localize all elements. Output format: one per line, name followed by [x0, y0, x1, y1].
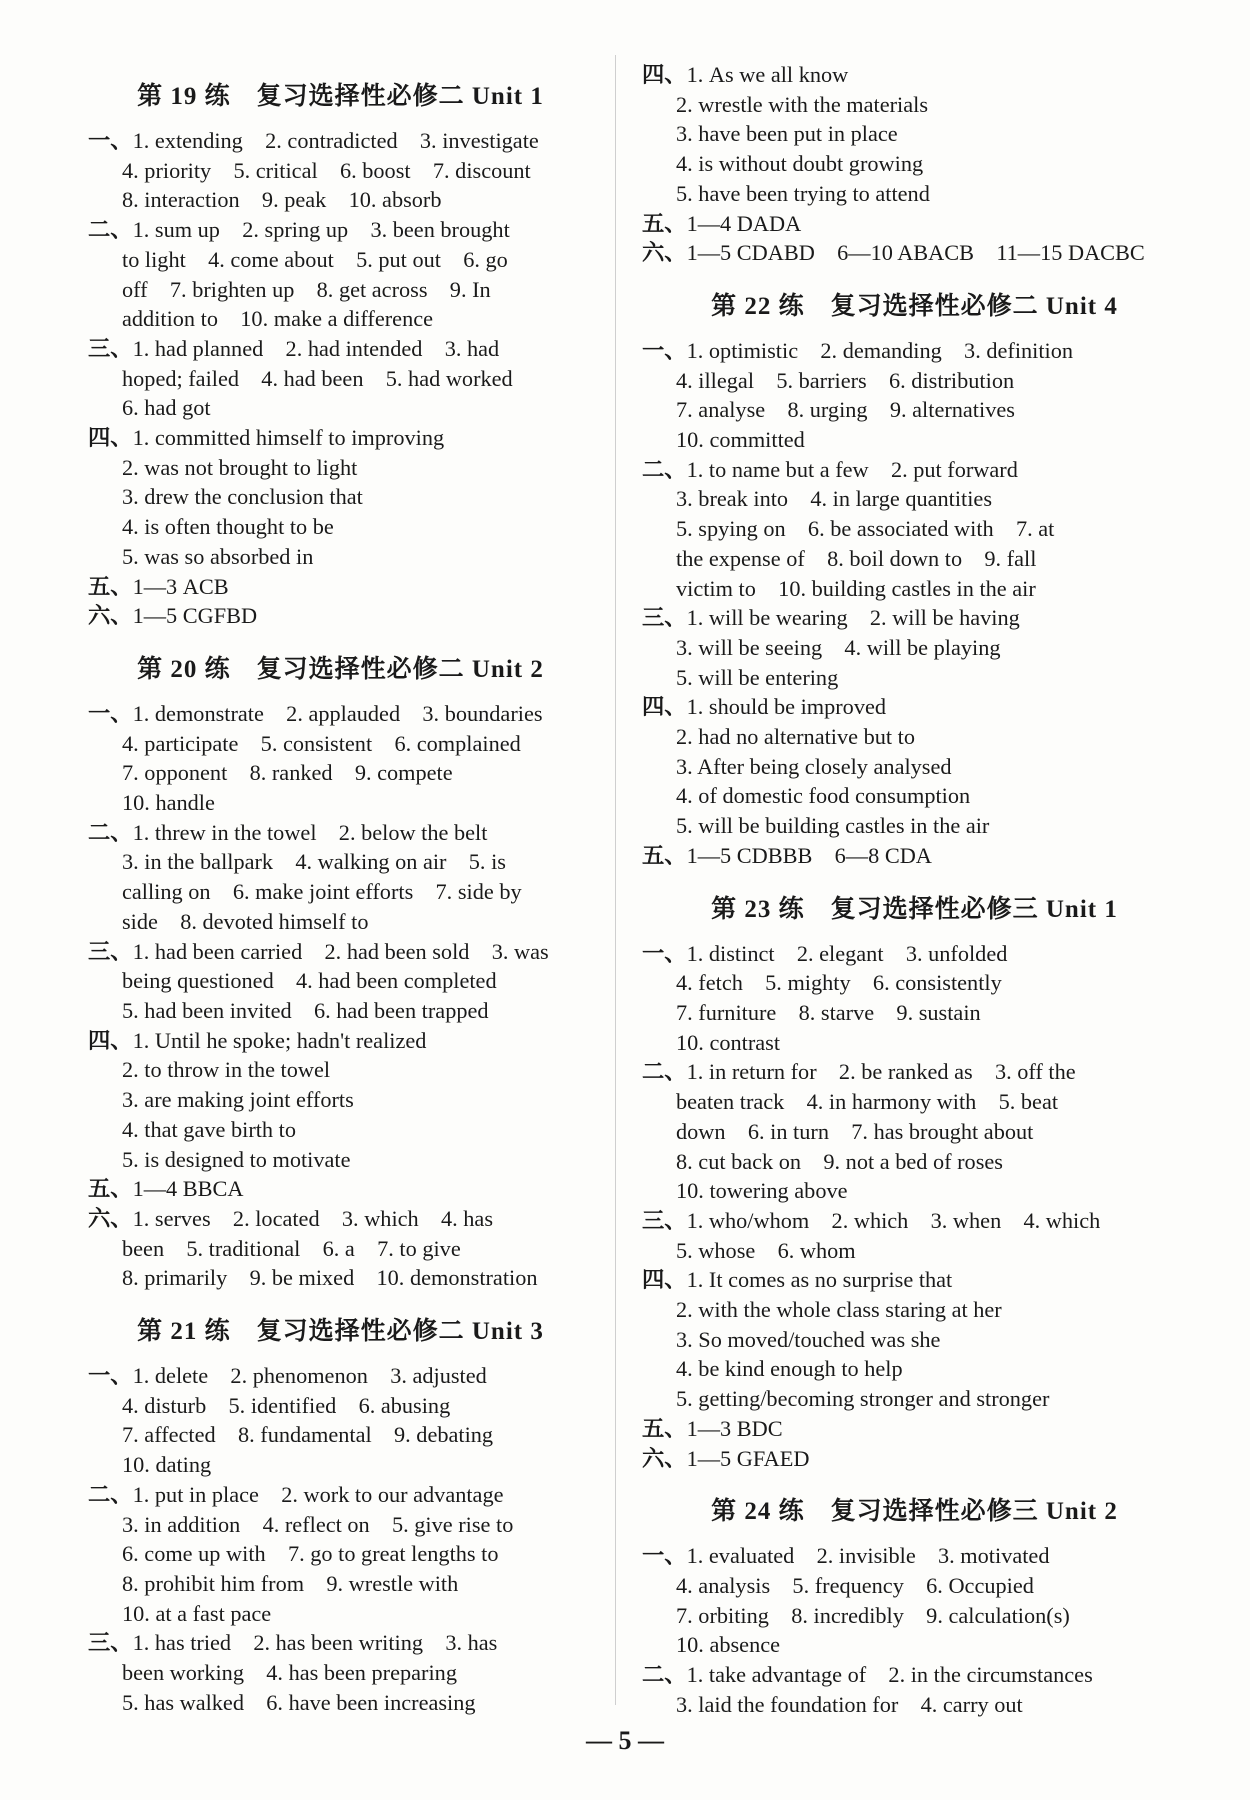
answer-line — [88, 542, 593, 572]
part-label: 三、 — [642, 1207, 687, 1233]
answer-text: 1. demonstrate 2. applauded 3. boundaries — [132, 700, 543, 726]
part-label: 五、 — [642, 842, 687, 868]
answer-text: 2. wrestle with the materials — [676, 91, 929, 117]
answer-text: 7. affected 8. fundamental 9. debating — [122, 1422, 494, 1448]
answer-text: 3. So moved/touched was she — [676, 1326, 941, 1352]
answer-text: 3. laid the foundation for 4. carry out — [676, 1691, 1023, 1717]
answer-line — [642, 1295, 1187, 1325]
answer-line — [88, 393, 593, 423]
answer-text: 1. put in place 2. work to our advantage — [132, 1481, 504, 1507]
answer-text: 4. disturb 5. identified 6. abusing — [122, 1392, 451, 1418]
answer-text: 10. contrast — [676, 1029, 781, 1055]
answer-text: 4. participate 5. consistent 6. complained — [122, 730, 521, 756]
answer-line — [642, 1660, 1187, 1690]
answer-line — [88, 1658, 593, 1688]
answer-line — [88, 877, 593, 907]
part-label: 一、 — [642, 337, 687, 363]
part-label: 一、 — [88, 700, 133, 726]
answer-line — [88, 453, 593, 483]
exercise-heading: 第 19 练 复习选择性必修二 Unit 1 — [137, 83, 544, 110]
answer-text: 1. distinct 2. elegant 3. unfolded — [686, 940, 1008, 966]
answer-text: 2. with the whole class staring at her — [676, 1297, 1002, 1323]
answer-text: 1. Until he spoke; hadn't realized — [132, 1027, 427, 1053]
answer-text: 8. primarily 9. be mixed 10. demonstration — [122, 1265, 538, 1291]
page-number: — 5 — — [586, 1726, 664, 1755]
answer-text: 5. has walked 6. have been increasing — [122, 1689, 476, 1715]
answer-line — [642, 939, 1187, 969]
answer-text: calling on 6. make joint efforts 7. side by — [122, 879, 522, 905]
answer-text: 1—3 ACB — [132, 573, 229, 599]
answer-line — [88, 334, 593, 364]
answer-text: 1. evaluated 2. invisible 3. motivated — [686, 1543, 1050, 1569]
answer-line — [642, 366, 1187, 396]
part-label: 五、 — [88, 1176, 133, 1202]
answer-text: 3. After being closely analysed — [676, 753, 952, 779]
answer-line — [642, 238, 1187, 268]
answer-text: 7. orbiting 8. incredibly 9. calculation(s) — [676, 1602, 1070, 1628]
part-label: 二、 — [88, 217, 133, 243]
part-label: 一、 — [88, 128, 133, 153]
answer-text: 4. that gave birth to — [122, 1116, 296, 1142]
part-label: 一、 — [642, 1543, 687, 1569]
answer-line — [88, 1480, 593, 1510]
answer-text: 1. committed himself to improving — [132, 425, 445, 451]
answer-line — [642, 752, 1187, 782]
answer-line — [642, 209, 1187, 239]
answer-line — [88, 482, 593, 512]
answer-line — [88, 1391, 593, 1421]
answer-line — [88, 788, 593, 818]
answer-line — [642, 692, 1187, 722]
answer-block — [88, 699, 593, 1293]
answer-line — [88, 1539, 593, 1569]
answer-line — [642, 544, 1187, 574]
answer-line — [88, 1174, 593, 1204]
answer-text: 1. will be wearing 2. will be having — [686, 605, 1020, 631]
answer-text: 1. should be improved — [686, 694, 887, 720]
answer-line — [88, 215, 593, 245]
answer-text: 6. had got — [122, 395, 211, 421]
answer-line — [88, 1599, 593, 1629]
exercise-heading: 第 20 练 复习选择性必修二 Unit 2 — [137, 655, 544, 683]
answer-text: 1. extending 2. contradicted 3. investigate — [132, 128, 539, 153]
answer-line — [642, 841, 1187, 871]
right-column — [642, 60, 1187, 1719]
answer-text: 1. in return for 2. be ranked as 3. off the — [686, 1059, 1076, 1085]
answer-line — [642, 1354, 1187, 1384]
answer-text: the expense of 8. boil down to 9. fall — [676, 545, 1037, 571]
answer-line — [88, 245, 593, 275]
answer-line — [642, 1541, 1187, 1571]
answer-line — [642, 395, 1187, 425]
answer-line — [88, 1628, 593, 1658]
answer-line — [642, 425, 1187, 455]
answer-text: 3. will be seeing 4. will be playing — [676, 634, 1001, 660]
part-label: 四、 — [642, 1267, 687, 1293]
answer-text: 3. in the ballpark 4. walking on air 5. is — [122, 849, 506, 875]
answer-block — [642, 336, 1187, 871]
answer-line — [642, 336, 1187, 366]
answer-text: down 6. in turn 7. has brought about — [676, 1118, 1034, 1144]
answer-text: 8. prohibit him from 9. wrestle with — [122, 1570, 459, 1596]
answer-text: 2. to throw in the towel — [122, 1057, 331, 1083]
answer-text: 5. getting/becoming stronger and stronger — [676, 1386, 1050, 1412]
answer-line — [88, 601, 593, 631]
exercise-heading: 第 23 练 复习选择性必修三 Unit 1 — [711, 895, 1118, 923]
answer-text: 1. has tried 2. has been writing 3. has — [132, 1630, 498, 1656]
answer-text: 1. had planned 2. had intended 3. had — [132, 335, 500, 361]
answer-text: side 8. devoted himself to — [122, 908, 369, 934]
answer-line — [642, 1690, 1187, 1720]
answer-line — [642, 663, 1187, 693]
answer-line — [88, 847, 593, 877]
part-label: 三、 — [88, 335, 133, 361]
answer-line — [88, 1026, 593, 1056]
answer-line — [88, 1055, 593, 1085]
part-label: 二、 — [88, 1481, 133, 1507]
answer-text: 1—5 CGFBD — [132, 603, 258, 629]
answer-block — [642, 60, 1187, 268]
answer-line — [88, 126, 593, 156]
answer-line — [642, 811, 1187, 841]
answer-line — [642, 1147, 1187, 1177]
answer-block — [88, 126, 593, 631]
answer-text: 1—4 DADA — [686, 210, 802, 236]
answer-line — [88, 1085, 593, 1115]
answer-text: 5. whose 6. whom — [676, 1237, 856, 1263]
answer-line — [642, 1414, 1187, 1444]
answer-line — [88, 572, 593, 602]
answer-line — [642, 1384, 1187, 1414]
answer-text: 7. furniture 8. starve 9. sustain — [676, 999, 981, 1025]
answer-text: 1. had been carried 2. had been sold 3. was — [132, 938, 549, 964]
answer-text: 8. interaction 9. peak 10. absorb — [122, 187, 442, 213]
answer-text: 1. threw in the towel 2. below the belt — [132, 819, 488, 845]
answer-line — [642, 1117, 1187, 1147]
answer-line — [88, 1234, 593, 1264]
answer-text: 8. cut back on 9. not a bed of roses — [676, 1148, 1003, 1174]
answer-line — [642, 998, 1187, 1028]
part-label: 四、 — [88, 1027, 133, 1053]
answer-line — [88, 423, 593, 453]
exercise-heading: 第 21 练 复习选择性必修二 Unit 3 — [137, 1318, 544, 1346]
answer-text: addition to 10. make a difference — [122, 306, 434, 332]
part-label: 二、 — [642, 456, 687, 482]
answer-line — [642, 60, 1187, 90]
answer-text: off 7. brighten up 8. get across 9. In — [122, 276, 491, 302]
answer-line — [642, 119, 1187, 149]
answer-line — [88, 1263, 593, 1293]
part-label: 三、 — [88, 1630, 133, 1656]
answer-line — [642, 1601, 1187, 1631]
answer-text: 1—5 CDABD 6—10 ABACB 11—15 DACBC — [686, 240, 1145, 266]
answer-line — [88, 1204, 593, 1234]
answer-text: 1. who/whom 2. which 3. when 4. which — [686, 1207, 1101, 1233]
part-label: 六、 — [642, 1445, 687, 1471]
answer-line — [642, 1087, 1187, 1117]
answer-line — [642, 968, 1187, 998]
part-label: 五、 — [88, 573, 133, 599]
answer-text: 1. to name but a few 2. put forward — [686, 456, 1018, 482]
answer-text: 1. optimistic 2. demanding 3. definition — [686, 337, 1074, 363]
answer-text: 10. dating — [122, 1452, 212, 1478]
answer-line — [642, 1176, 1187, 1206]
answer-text: 4. fetch 5. mighty 6. consistently — [676, 970, 1002, 996]
answer-text: 5. have been trying to attend — [676, 180, 930, 206]
answer-text: been 5. traditional 6. a 7. to give — [122, 1235, 461, 1261]
answer-line — [88, 699, 593, 729]
part-label: 五、 — [642, 210, 687, 236]
answer-text: been working 4. has been preparing — [122, 1660, 457, 1686]
answer-line — [88, 1450, 593, 1480]
answer-line — [88, 1688, 593, 1718]
answer-line — [88, 364, 593, 394]
answer-line — [642, 1028, 1187, 1058]
answer-line — [88, 996, 593, 1026]
answer-text: 2. was not brought to light — [122, 454, 358, 480]
answer-text: 5. had been invited 6. had been trapped — [122, 997, 489, 1023]
answer-text: 5. will be entering — [676, 664, 839, 690]
answer-line — [88, 1361, 593, 1391]
answer-line — [642, 90, 1187, 120]
answer-text: 1—3 BDC — [686, 1415, 783, 1441]
answer-line — [88, 275, 593, 305]
answer-line — [88, 937, 593, 967]
part-label: 四、 — [642, 62, 687, 87]
answer-text: 1. sum up 2. spring up 3. been brought — [132, 217, 510, 243]
answer-line — [88, 304, 593, 334]
part-label: 五、 — [642, 1415, 687, 1441]
answer-line — [88, 1115, 593, 1145]
answer-line — [88, 966, 593, 996]
answer-text: 10. towering above — [676, 1178, 848, 1204]
answer-line — [642, 603, 1187, 633]
answer-text: 4. is without doubt growing — [676, 151, 924, 177]
exercise-heading: 第 22 练 复习选择性必修二 Unit 4 — [711, 292, 1118, 320]
answer-text: 5. is designed to motivate — [122, 1146, 351, 1172]
answer-text: 4. priority 5. critical 6. boost 7. discount — [122, 157, 531, 183]
answer-text: to light 4. come about 5. put out 6. go — [122, 246, 508, 272]
answer-line — [642, 179, 1187, 209]
left-column — [88, 54, 593, 1717]
answer-line — [642, 484, 1187, 514]
answer-line — [642, 149, 1187, 179]
answer-text: hoped; failed 4. had been 5. had worked — [122, 365, 513, 391]
answer-text: 7. analyse 8. urging 9. alternatives — [676, 397, 1015, 423]
answer-text: 1—5 GFAED — [686, 1445, 810, 1471]
part-label: 四、 — [642, 694, 687, 720]
answer-text: 1. take advantage of 2. in the circumstances — [686, 1662, 1093, 1688]
answer-text: 7. opponent 8. ranked 9. compete — [122, 760, 453, 786]
answer-text: 10. absence — [676, 1632, 781, 1658]
part-label: 六、 — [88, 1205, 133, 1231]
answer-line — [642, 781, 1187, 811]
answer-line — [642, 1571, 1187, 1601]
part-label: 四、 — [88, 425, 133, 451]
answer-line — [88, 729, 593, 759]
part-label: 二、 — [642, 1662, 687, 1688]
answer-block — [642, 939, 1187, 1474]
exercise-heading: 第 24 练 复习选择性必修三 Unit 2 — [711, 1498, 1118, 1526]
column-divider — [615, 55, 616, 1705]
answer-line — [642, 633, 1187, 663]
answer-line — [88, 156, 593, 186]
answer-text: being questioned 4. had been completed — [122, 968, 497, 994]
answer-text: 10. handle — [122, 790, 215, 816]
answer-text: 4. is often thought to be — [122, 514, 334, 540]
answer-text: 4. be kind enough to help — [676, 1356, 903, 1382]
answer-line — [642, 1325, 1187, 1355]
answer-line — [642, 722, 1187, 752]
answer-line — [88, 1145, 593, 1175]
answer-text: 10. committed — [676, 427, 805, 453]
answer-text: 3. in addition 4. reflect on 5. give rise to — [122, 1511, 514, 1537]
part-label: 六、 — [642, 240, 687, 266]
part-label: 二、 — [642, 1059, 687, 1085]
answer-text: 1. As we all know — [686, 62, 849, 87]
answer-line — [88, 1569, 593, 1599]
answer-line — [642, 1265, 1187, 1295]
answer-text: 3. have been put in place — [676, 121, 898, 147]
answer-text: 5. was so absorbed in — [122, 543, 314, 569]
answer-line — [642, 1206, 1187, 1236]
part-label: 一、 — [88, 1363, 133, 1389]
answer-line — [642, 1630, 1187, 1660]
part-label: 一、 — [642, 940, 687, 966]
answer-text: 6. come up with 7. go to great lengths to — [122, 1541, 499, 1567]
answer-line — [88, 758, 593, 788]
answer-line — [88, 185, 593, 215]
answer-line — [642, 514, 1187, 544]
part-label: 三、 — [88, 938, 133, 964]
answer-text: 10. at a fast pace — [122, 1600, 272, 1626]
answer-block — [88, 1361, 593, 1717]
answer-line — [642, 1057, 1187, 1087]
part-label: 六、 — [88, 603, 133, 629]
part-label: 二、 — [88, 819, 133, 845]
answer-text: 1—4 BBCA — [132, 1176, 244, 1202]
answer-line — [642, 1236, 1187, 1266]
answer-line — [88, 818, 593, 848]
answer-text: 3. are making joint efforts — [122, 1087, 354, 1113]
answer-text: 5. spying on 6. be associated with 7. at — [676, 516, 1055, 542]
answer-line — [642, 1444, 1187, 1474]
answer-text: 3. break into 4. in large quantities — [676, 486, 993, 512]
answer-text: 1. It comes as no surprise that — [686, 1267, 953, 1293]
answer-line — [88, 512, 593, 542]
answer-line — [642, 574, 1187, 604]
answer-text: victim to 10. building castles in the air — [676, 575, 1036, 601]
answer-text: 5. will be building castles in the air — [676, 813, 990, 839]
answer-line — [642, 455, 1187, 485]
answer-text: 4. of domestic food consumption — [676, 783, 971, 809]
answer-line — [88, 1510, 593, 1540]
answer-line — [88, 1420, 593, 1450]
answer-text: 4. illegal 5. barriers 6. distribution — [676, 367, 1015, 393]
answer-text: 3. drew the conclusion that — [122, 484, 363, 510]
answer-line — [88, 907, 593, 937]
answer-text: 1. delete 2. phenomenon 3. adjusted — [132, 1363, 487, 1389]
answer-text: 4. analysis 5. frequency 6. Occupied — [676, 1572, 1034, 1598]
answer-block — [642, 1541, 1187, 1719]
answer-text: 1—5 CDBBB 6—8 CDA — [686, 842, 932, 868]
part-label: 三、 — [642, 605, 687, 631]
answer-text: 2. had no alternative but to — [676, 724, 916, 750]
answer-text: 1. serves 2. located 3. which 4. has — [132, 1205, 493, 1231]
answer-text: beaten track 4. in harmony with 5. beat — [676, 1089, 1059, 1115]
